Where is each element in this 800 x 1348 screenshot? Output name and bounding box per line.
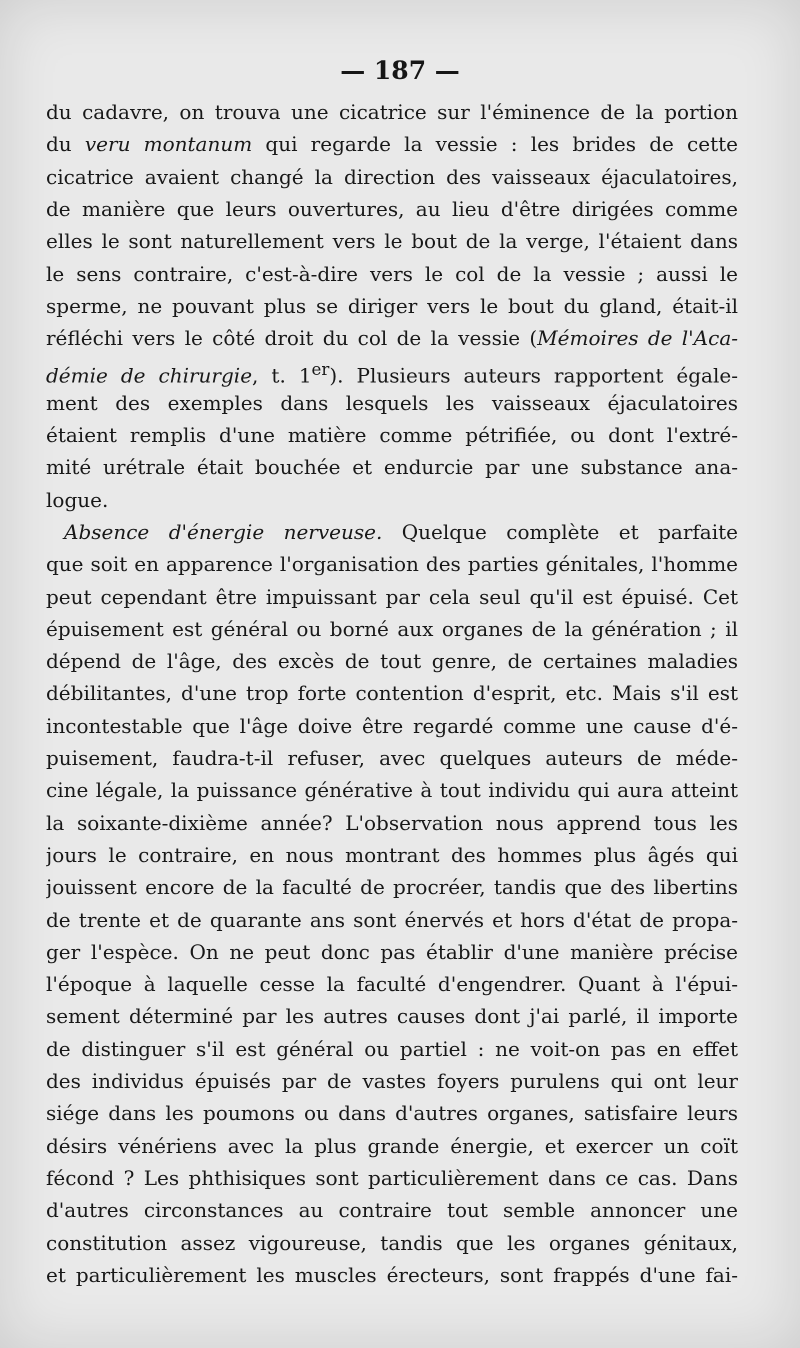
text-line: fécond ? Les phthisiques sont particulièrement dans ce cas. Dans — [46, 1165, 738, 1190]
text-line: réfléchi vers le côté droit du col de la vessie (Mémoires de l'Aca- — [46, 326, 738, 351]
text-line: logue. — [46, 487, 109, 512]
text-line: ment des exemples dans lesquels les vaisseaux éjaculatoires — [46, 390, 738, 415]
text-line: désirs vénériens avec la plus grande énergie, et exercer un coït — [46, 1133, 738, 1158]
text-line: d'autres circonstances au contraire tout semble annoncer une — [46, 1198, 738, 1223]
text-line: épuisement est général ou borné aux organes de la génération ; il — [46, 616, 738, 641]
text-line: cine légale, la puissance générative à tout individu qui aura atteint — [46, 778, 738, 803]
text-line: des individus épuisés par de vastes foyers purulens qui ont leur — [46, 1069, 738, 1093]
text-line: l'époque à laquelle cesse la faculté d'engendrer. Quant à l'épui- — [46, 972, 738, 997]
text-line: sement déterminé par les autres causes dont j'ai parlé, il importe — [46, 1004, 738, 1029]
text-line: le sens contraire, c'est-à-dire vers le col de la vessie ; aussi le — [46, 261, 738, 286]
text-line: que soit en apparence l'organisation des parties génitales, l'homme — [46, 552, 738, 577]
text-line: mité urétrale était bouchée et endurcie par une substance ana- — [46, 455, 738, 480]
text-line: débilitantes, d'une trop forte contention d'esprit, etc. Mais s'il est — [46, 681, 738, 706]
text-line: du cadavre, on trouva une cicatrice sur l'éminence de la portion — [46, 100, 738, 124]
text-line: de distinguer s'il est général ou partiel : ne voit-on pas en effet — [46, 1036, 738, 1061]
text-line: la soixante-dixième année? L'observation nous apprend tous les — [46, 810, 738, 835]
text-line: sperme, ne pouvant plus se diriger vers le bout du gland, était-il — [46, 293, 738, 318]
text-line: Absence d'énergie nerveuse. Quelque complète et parfaite — [64, 519, 738, 544]
text-line: siége dans les poumons ou dans d'autres organes, satisfaire leurs — [46, 1101, 738, 1126]
text-line: constitution assez vigoureuse, tandis que les organes génitaux, — [46, 1230, 738, 1255]
text-line: elles le sont naturellement vers le bout de la verge, l'étaient dans — [46, 229, 738, 254]
text-line: de manière que leurs ouvertures, au lieu d'être dirigées comme — [46, 196, 738, 221]
text-line: peut cependant être impuissant par cela seul qu'il est épuisé. Cet — [46, 584, 738, 609]
page-number: — 187 — — [340, 56, 460, 85]
text-line: de trente et de quarante ans sont énervés et hors d'état de propa- — [46, 907, 738, 932]
text-line: ger l'espèce. On ne peut donc pas établir d'une manière précise — [46, 939, 738, 964]
text-line: dépend de l'âge, des excès de tout genre, de certaines maladies — [46, 649, 738, 674]
text-line: cicatrice avaient changé la direction des vaisseaux éjaculatoires, — [46, 164, 738, 189]
text-line: jouissent encore de la faculté de procréer, tandis que des libertins — [46, 875, 738, 900]
text-line: puisement, faudra-t-il refuser, avec quelques auteurs de méde- — [46, 746, 738, 770]
text-line: incontestable que l'âge doive être regardé comme une cause d'é- — [46, 713, 738, 738]
text-line: démie de chirurgie, t. 1er). Plusieurs auteurs rapportent égale- — [46, 360, 738, 389]
text-line: et particulièrement les muscles érecteurs, sont frappés d'une fai- — [46, 1262, 738, 1287]
text-line: du veru montanum qui regarde la vessie : les brides de cette — [46, 132, 738, 157]
text-line: jours le contraire, en nous montrant des hommes plus âgés qui — [46, 842, 738, 867]
text-line: étaient remplis d'une matière comme pétrifiée, ou dont l'extré- — [46, 423, 738, 447]
